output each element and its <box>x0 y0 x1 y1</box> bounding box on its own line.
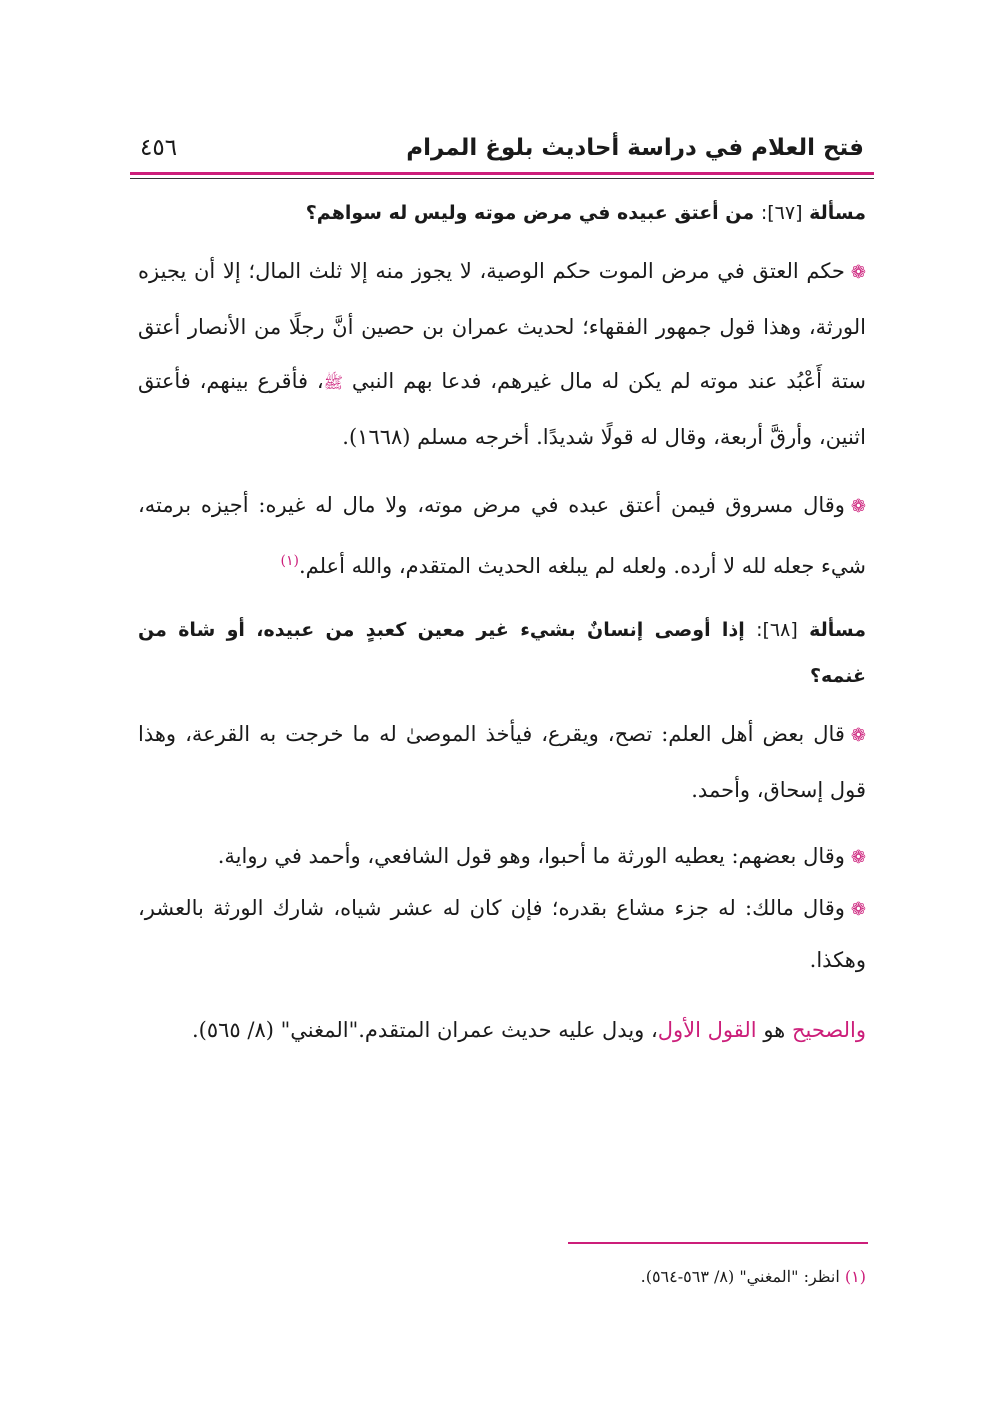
paragraph-5-text: وقال مالك: له جزء مشاع بقدره؛ فإن كان له عشر شياه، شارك الورثة بالعشر، وهكذا. <box>138 896 866 972</box>
paragraph-2-text: وقال مسروق فيمن أعتق عبده في مرض موته، ولا مال له غيره: أجيزه برمته، شيء جعله لله لا أرده. ولعله لم يبلغه الحديث المتقدم، والله أعلم. <box>138 493 866 578</box>
paragraph-6-text: ، ويدل عليه حديث عمران المتقدم."المغني" (٨/ ٥٦٥). <box>191 1018 658 1042</box>
footnote-rule <box>568 1242 868 1244</box>
issue-title: من أعتق عبيده في مرض موته وليس له سواهم؟ <box>305 202 755 224</box>
paragraph-6 <box>138 1003 866 1057</box>
footnote <box>138 1262 866 1292</box>
highlight-sahih: والصحيح <box>791 1018 866 1042</box>
issue-number: [٦٧]: <box>760 202 803 224</box>
paragraph-5 <box>138 883 866 985</box>
flower-bullet-icon: ❁ <box>850 262 866 283</box>
paragraph-3-text: قال بعض أهل العلم: تصح، ويقرع، فيأخذ الموصىٰ له ما خرجت به القرعة، وهذا قول إسحاق، وأحمد. <box>138 722 866 802</box>
page-body <box>138 190 866 1071</box>
page-number: ٤٥٦ <box>140 135 178 161</box>
paragraph-6-connector: هو <box>763 1018 786 1042</box>
header-rule-accent <box>130 172 874 175</box>
paragraph-4 <box>138 831 866 883</box>
paragraph-1-end: ، فأقرع بينهم، فأعتق اثنين، وأرقَّ أربعة، وقال له قولًا شديدًا. أخرجه مسلم (١٦٦٨). <box>138 369 866 449</box>
issue-label: مسألة <box>809 619 866 641</box>
footnote-ref[interactable]: (١) <box>280 553 299 569</box>
issue-title: إذا أوصى إنسانٌ بشيء غير معين كعبدٍ من عبيده، أو شاة من غنمه؟ <box>138 619 866 687</box>
issue-67-heading <box>138 190 866 236</box>
issue-label: مسألة <box>809 202 866 224</box>
flower-bullet-icon: ❁ <box>850 725 866 746</box>
paragraph-3 <box>138 707 866 817</box>
header-rule-thin <box>130 178 874 179</box>
paragraph-2 <box>138 478 866 593</box>
flower-bullet-icon: ❁ <box>850 899 866 920</box>
book-title: فتح العلام في دراسة أحاديث بلوغ المرام <box>406 135 864 161</box>
issue-68-heading <box>138 607 866 699</box>
paragraph-1 <box>138 244 866 464</box>
paragraph-1-text: حكم العتق في مرض الموت حكم الوصية، لا يجوز منه إلا ثلث المال؛ إلا أن يجيزه الورثة، وهذا قول جمهور الفقهاء؛ لحديث عمران بن حصين أنَّ رجلًا من الأنصار أعتق ستة أَعْبُد عند موته لم يكن له مال غيرهم، فدعا بهم النبي <box>138 259 867 393</box>
flower-bullet-icon: ❁ <box>850 496 866 517</box>
footnote-number: (١) <box>844 1267 866 1286</box>
salawat-glyph: ﷺ <box>323 373 343 392</box>
page-header <box>140 128 864 168</box>
issue-number: [٦٨]: <box>756 619 798 641</box>
highlight-first-opinion: القول الأول <box>657 1018 757 1042</box>
paragraph-4-text: وقال بعضهم: يعطيه الورثة ما أحبوا، وهو قول الشافعي، وأحمد في رواية. <box>217 844 845 868</box>
footnote-text: انظر: "المغني" (٨/ ٥٦٣-٥٦٤). <box>640 1267 840 1286</box>
flower-bullet-icon: ❁ <box>850 847 866 868</box>
